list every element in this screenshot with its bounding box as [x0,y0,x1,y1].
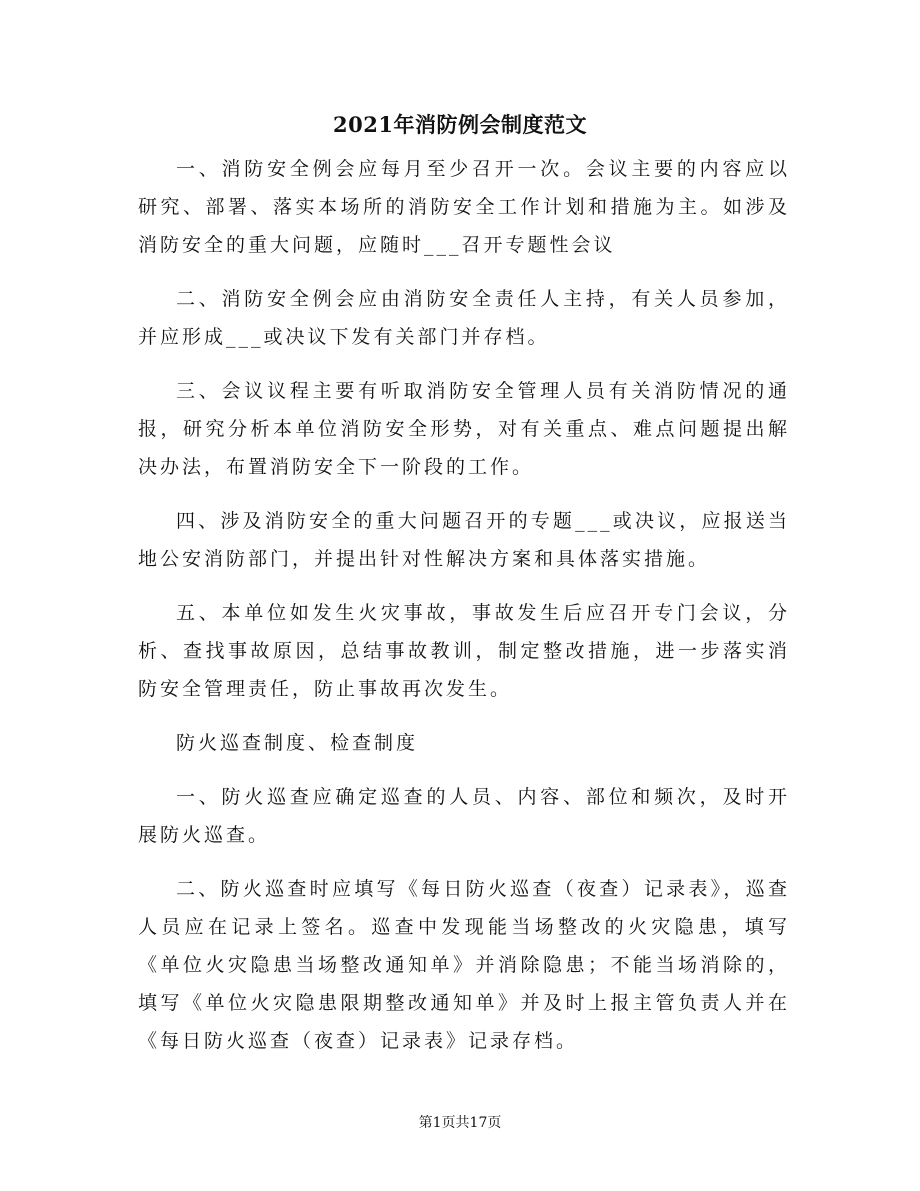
paragraph-2: 二、消防安全例会应由消防安全责任人主持，有关人员参加，并应形成___或决议下发有关部门并存档。 [138,288,790,348]
paragraph-1: 一、消防安全例会应每月至少召开一次。会议主要的内容应以研究、部署、落实本场所的消防安全工作计划和措施为主。如涉及消防安全的重大问题，应随时___召开专题性会议 [138,158,790,256]
paragraph-7: 二、防火巡查时应填写《每日防火巡查（夜查）记录表》，巡查人员应在记录上签名。巡查中发现能当场整改的火灾隐患，填写《单位火灾隐患当场整改通知单》并消除隐患；不能当场消除的，填写《单位火灾隐患限期整改通知单》并及时上报主管负责人并在《每日防火巡查（夜查）记录表》记录存档。 [138,878,790,1052]
page-number: 第1页共17页 [418,1115,502,1131]
document-title: 2021年消防例会制度范文 [333,112,587,137]
paragraph-6: 一、防火巡查应确定巡查的人员、内容、部位和频次，及时开展防火巡查。 [138,786,790,846]
section-heading: 防火巡查制度、检查制度 [176,732,419,754]
paragraph-3: 三、会议议程主要有听取消防安全管理人员有关消防情况的通报，研究分析本单位消防安全形势，对有关重点、难点问题提出解决办法，布置消防安全下一阶段的工作。 [138,380,790,478]
paragraph-5: 五、本单位如发生火灾事故，事故发生后应召开专门会议，分析、查找事故原因，总结事故教训，制定整改措施，进一步落实消防安全管理责任，防止事故再次发生。 [138,602,790,700]
document-body [138,150,790,1076]
paragraph-4: 四、涉及消防安全的重大问题召开的专题___或决议，应报送当地公安消防部门，并提出针对性解决方案和具体落实措施。 [138,510,790,570]
